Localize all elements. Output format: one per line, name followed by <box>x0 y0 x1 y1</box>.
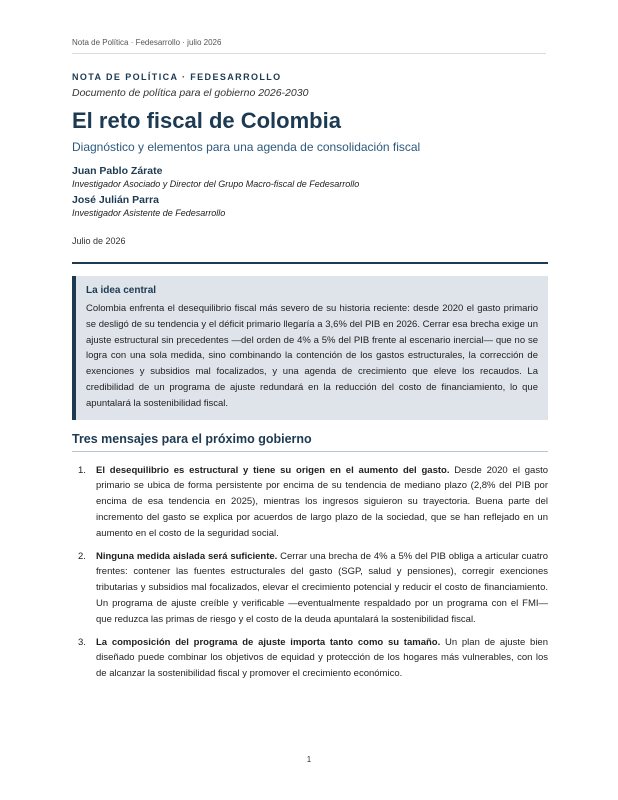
author-role: Investigador Asociado y Director del Grupo Macro-fiscal de Fedesarrollo <box>72 179 360 189</box>
page-content <box>72 72 548 689</box>
section-heading: Tres mensajes para el próximo gobierno <box>72 432 548 452</box>
page-number: 1 <box>306 755 312 764</box>
series-label: NOTA DE POLÍTICA · FEDESARROLLO <box>72 72 282 82</box>
callout-title: La idea central <box>86 285 157 296</box>
publication-date: Julio de 2026 <box>72 236 126 246</box>
message-lead: El desequilibrio es estructural y tiene su origen en el aumento del gasto. <box>96 464 450 476</box>
key-idea-callout <box>72 276 548 420</box>
running-header: Nota de Política · Fedesarrollo · julio 2026 <box>72 38 546 54</box>
document-tagline: Diagnóstico y elementos para una agenda de consolidación fiscal <box>72 140 421 154</box>
message-text: Cerrar una brecha de 4% a 5% del PIB obliga a articular cuatro frentes: contener las fuentes estructurales del gasto (SGP, salud y pensiones), corregir exenciones tributarias y subsidios mal focalizados, elevar el crecimiento potencial y reducir el costo de financiamiento. Un programa de ajuste creíble y verificable —eventualmente respaldado por un programa con el FMI— que reduzca las primas de riesgo y el costo de la deuda apuntalará la sostenibilidad fiscal. <box>96 550 548 625</box>
message-text: Desde 2020 el gasto primario se ubica de forma persistente por encima de su tendencia de mediano plazo (2,8% del PIB por encima de esa tendencia en 2025), mientras los ingresos siguieron su trayectoria. Buena parte del incremento del gasto se explica por acuerdos de largo plazo de la sociedad, que se han reflejado en un aumento en el costo de la seguridad social. <box>96 464 548 539</box>
messages-list <box>72 463 548 682</box>
list-number: 2. <box>78 550 86 562</box>
author-name: Juan Pablo Zárate <box>72 165 163 177</box>
message-lead: Ninguna medida aislada será suficiente. <box>96 550 278 562</box>
page-title: El reto fiscal de Colombia <box>72 108 341 133</box>
document-subtitle: Documento de política para el gobierno 2026-2030 <box>72 87 309 99</box>
list-item <box>72 463 548 542</box>
message-lead: La composición del programa de ajuste importa tanto como su tamaño. <box>96 636 441 648</box>
list-number: 3. <box>78 636 86 648</box>
list-item <box>72 635 548 682</box>
callout-text: Colombia enfrenta el desequilibrio fiscal más severo de su historia reciente: desde 2020 el gasto primario se desligó de su tendencia y el déficit primario llegaría a 3,6% del PIB en 2026. Cerrar esa brecha exige un ajuste estructural sin precedentes —del orden de 4% a 5% del PIB frente al escenario inercial— que no se logra con una sola medida, sino combinando la contención de los gastos estructurales, la corrección de exenciones y subsidios mal focalizados, y una agenda de crecimiento que eleve los recaudos. La credibilidad de un programa de ajuste redundará en la reducción del costo de financiamiento, lo que apuntalará la sostenibilidad fiscal. <box>86 303 538 409</box>
message-text: Un plan de ajuste bien diseñado puede combinar los objetivos de equidad y protección de los hogares más vulnerables, con los de alcanzar la sostenibilidad fiscal y promover el crecimiento económico. <box>96 636 548 680</box>
author-name: José Julián Parra <box>72 194 159 206</box>
author-role: Investigador Asistente de Fedesarrollo <box>72 208 226 218</box>
section-divider <box>72 262 548 264</box>
list-item <box>72 549 548 628</box>
list-number: 1. <box>78 464 86 476</box>
